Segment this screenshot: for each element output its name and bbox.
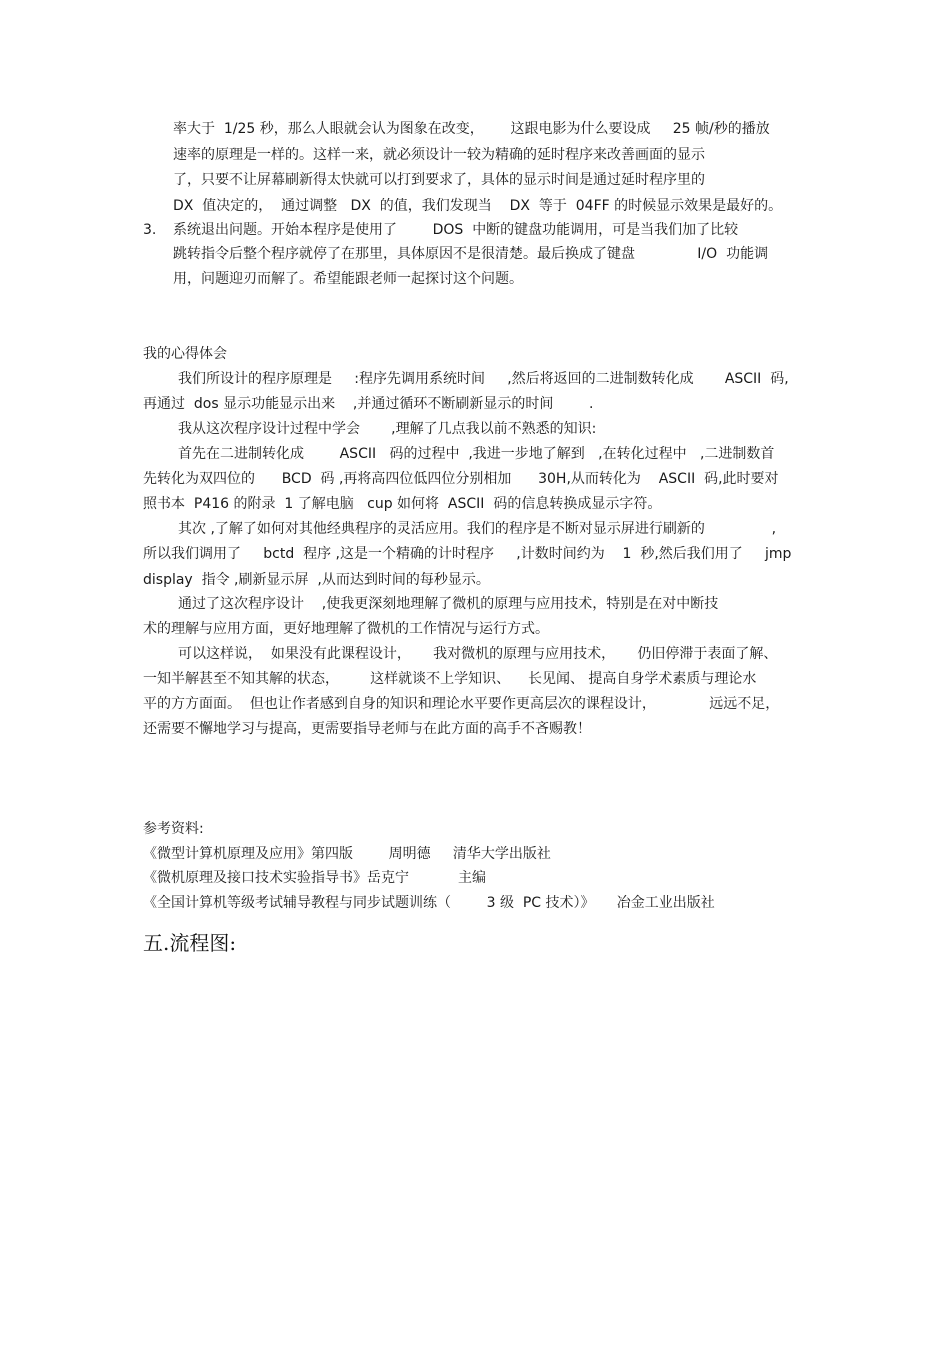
reference-item: 《微型计算机原理及应用》第四版 周明德 清华大学出版社 [143,846,551,862]
paragraph-line: 平的方方面面。 但也让作者感到自身的知识和理论水平要作更高层次的课程设计， 远远不足， [143,696,780,712]
paragraph-line: 了，只要不让屏幕刷新得太快就可以打到要求了，具体的显示时间是通过延时程序里的 [173,172,705,188]
paragraph-line: 速率的原理是一样的。这样一来，就必须设计一较为精确的延时程序来改善画面的显示 [173,147,705,163]
paragraph-line: 其次 ,了解了如何对其他经典程序的灵活应用。我们的程序是不断对显示屏进行刷新的 , [178,521,777,537]
paragraph-line: 可以这样说， 如果没有此课程设计， 我对微机的原理与应用技术， 仍旧停滞于表面了解、 [178,646,778,662]
paragraph-line: 再通过 dos 显示功能显示出来 ,并通过循环不断刷新显示的时间 . [143,396,594,412]
paragraph-line: 我们所设计的程序原理是 :程序先调用系统时间 ,然后将返回的二进制数转化成 ASCII 码, [178,371,789,387]
list-item-line: 用，问题迎刃而解了。希望能跟老师一起探讨这个问题。 [173,271,523,287]
paragraph-line: 通过了这次程序设计 ,使我更深刻地理解了微机的原理与应用技术，特别是在对中断技 [178,596,719,612]
reference-item: 《全国计算机等级考试辅导教程与同步试题训练（ 3 级 PC 技术）》 冶金工业出版社 [143,895,715,911]
paragraph-line: 术的理解与应用方面，更好地理解了微机的工作情况与运行方式。 [143,621,549,637]
paragraph-line: 所以我们调用了 bctd 程序 ,这是一个精确的计时程序 ,计数时间约为 1 秒,然后我们用了 jmp [143,546,792,562]
paragraph-line: 率大于 1/25 秒，那么人眼就会认为图象在改变， 这跟电影为什么要设成 25 帧/秒的播放 [173,121,770,137]
paragraph-line: 照书本 P416 的附录 1 了解电脑 cup 如何将 ASCII 码的信息转换成显示字符。 [143,496,662,512]
paragraph-line: 首先在二进制转化成 ASCII 码的过程中 ,我进一步地了解到 ,在转化过程中 ,二进制数首 [178,446,775,462]
section-title-references: 参考资料: [143,821,204,837]
paragraph-line: 先转化为双四位的 BCD 码 ,再将高四位低四位分别相加 30H,从而转化为 ASCII 码,此时要对 [143,471,779,487]
paragraph-line: 一知半解甚至不知其解的状态， 这样就谈不上学知识、 长见闻、 提高自身学术素质与理论水 [143,671,757,687]
paragraph-line: 还需要不懈地学习与提高，更需要指导老师与在此方面的高手不吝赐教！ [143,721,591,737]
paragraph-line: DX 值决定的， 通过调整 DX 的值，我们发现当 DX 等于 04FF 的时候显示效果是最好的。 [173,198,783,214]
section-title-experience: 我的心得体会 [143,346,227,362]
list-item-line: 跳转指令后整个程序就停了在那里，具体原因不是很清楚。最后换成了键盘 I/O 功能调 [173,246,769,262]
reference-item: 《微机原理及接口技术实验指导书》岳克宁 主编 [143,870,486,886]
list-item-number: 3. [143,222,157,238]
list-item-line: 系统退出问题。开始本程序是使用了 DOS 中断的键盘功能调用，可是当我们加了比较 [173,222,739,238]
paragraph-line: display 指令 ,刷新显示屏 ,从而达到时间的每秒显示。 [143,572,490,588]
section-heading-flowchart: 五.流程图: [143,931,237,955]
paragraph-line: 我从这次程序设计过程中学会 ,理解了几点我以前不熟悉的知识: [178,421,597,437]
